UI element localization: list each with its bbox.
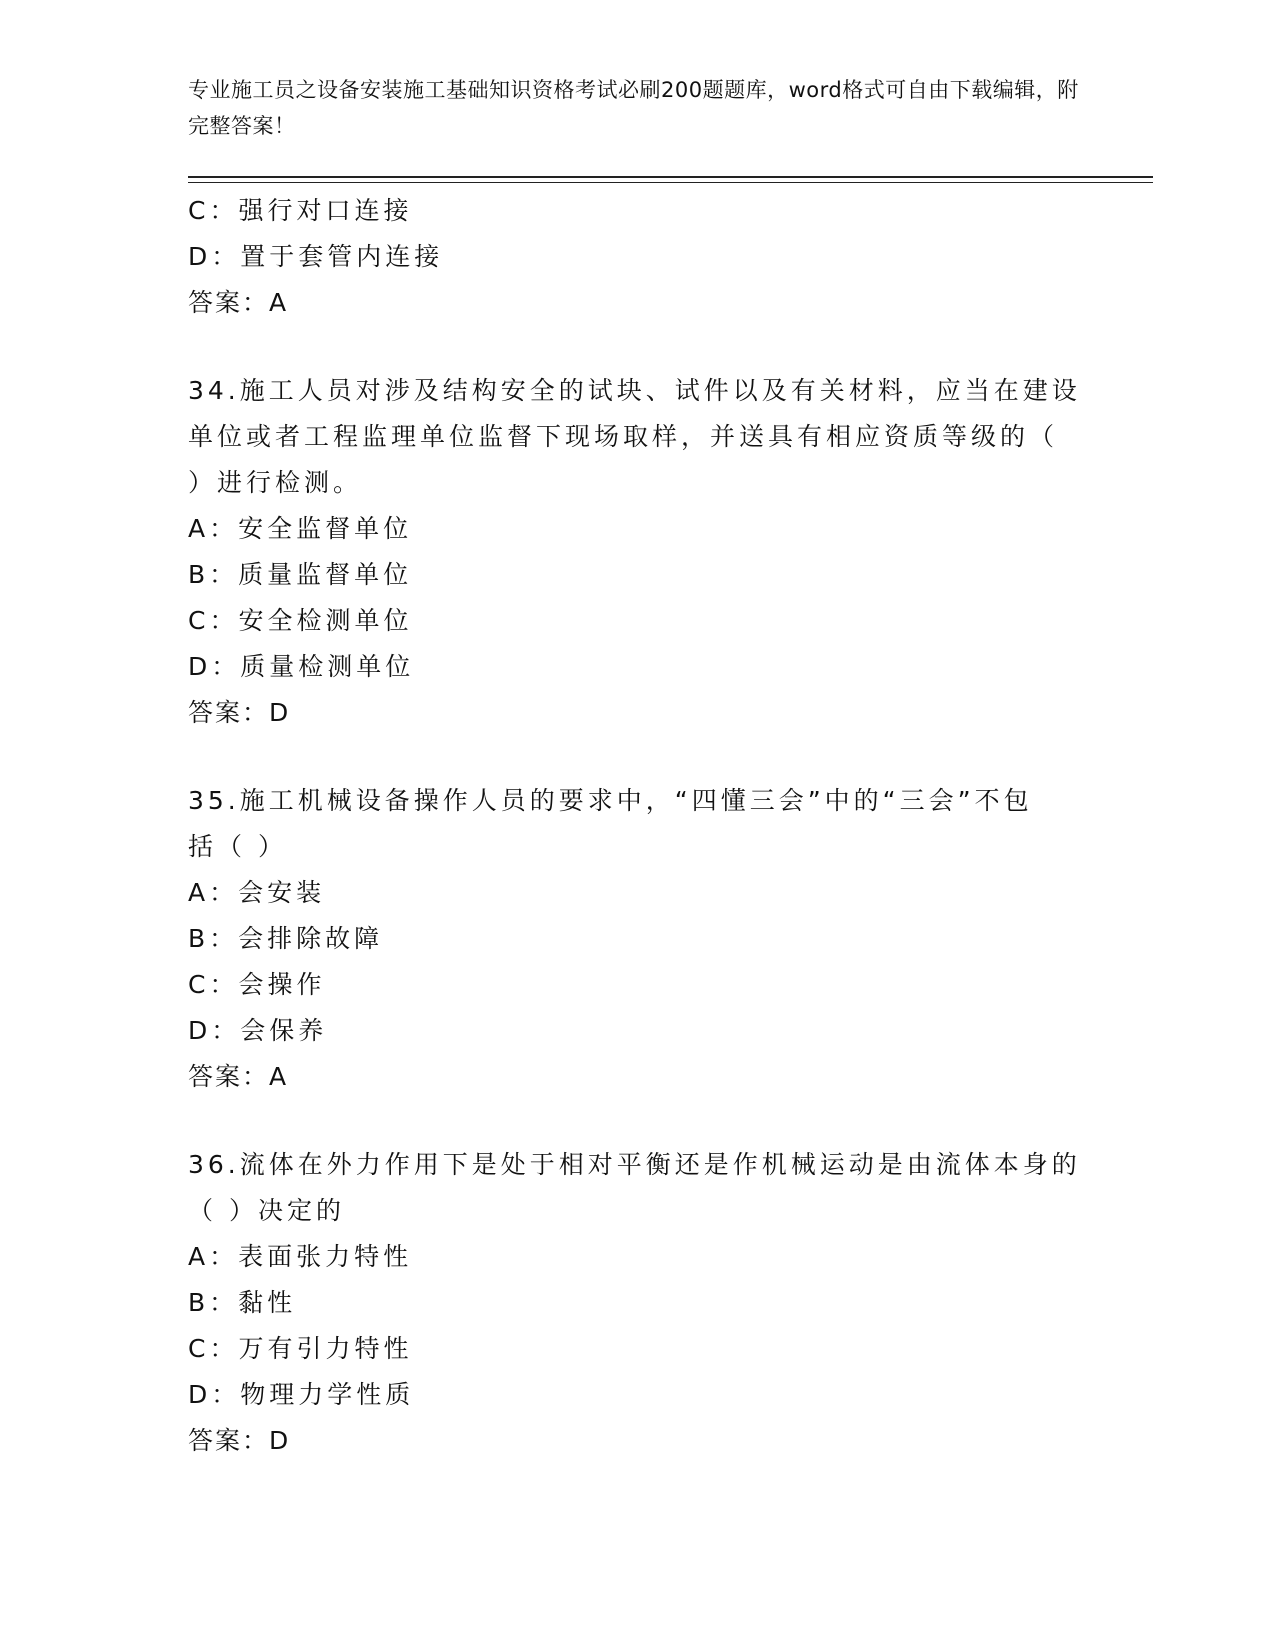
option-b: B：质量监督单位 <box>188 560 413 589</box>
continued-question <box>188 188 1088 326</box>
question-list <box>188 188 1088 1464</box>
option-d: D：质量检测单位 <box>188 652 415 681</box>
option-c: C：安全检测单位 <box>188 606 413 635</box>
question-stem-line: 36.流体在外力作用下是处于相对平衡还是作机械运动是由流体本身的 <box>188 1150 1081 1179</box>
option-d: D：物理力学性质 <box>188 1380 415 1409</box>
answer-line: 答案：D <box>188 1426 291 1455</box>
document-title: 专业施工员之设备安装施工基础知识资格考试必刷200题题库，word格式可自由下载编辑，附完整答案！ <box>188 78 1079 138</box>
question-stem-line: 34.施工人员对涉及结构安全的试块、试件以及有关材料，应当在建设 <box>188 376 1081 405</box>
option-a: A：会安装 <box>188 878 326 907</box>
option-b: B：会排除故障 <box>188 924 384 953</box>
answer-line: 答案：D <box>188 698 291 727</box>
option-d: D：置于套管内连接 <box>188 242 444 271</box>
question-35 <box>188 778 1088 1100</box>
question-36 <box>188 1142 1088 1464</box>
question-34 <box>188 368 1088 736</box>
option-b: B：黏性 <box>188 1288 297 1317</box>
header-divider-thin <box>188 182 1153 183</box>
header-divider-thick <box>188 176 1153 178</box>
option-c: C：万有引力特性 <box>188 1334 413 1363</box>
question-stem-line: ）进行检测。 <box>188 468 363 497</box>
option-a: A：表面张力特性 <box>188 1242 413 1271</box>
option-c: C：强行对口连接 <box>188 196 413 225</box>
question-stem-line: （ ）决定的 <box>188 1196 345 1225</box>
question-stem-line: 括（ ） <box>188 832 287 861</box>
question-stem-line: 单位或者工程监理单位监督下现场取样，并送具有相应资质等级的（ <box>188 422 1059 451</box>
answer-line: 答案：A <box>188 1062 289 1091</box>
answer-line: 答案：A <box>188 288 289 317</box>
document-header <box>188 72 1088 144</box>
question-stem-line: 35.施工机械设备操作人员的要求中，“四懂三会”中的“三会”不包 <box>188 786 1033 815</box>
option-d: D：会保养 <box>188 1016 328 1045</box>
option-a: A：安全监督单位 <box>188 514 413 543</box>
option-c: C：会操作 <box>188 970 326 999</box>
